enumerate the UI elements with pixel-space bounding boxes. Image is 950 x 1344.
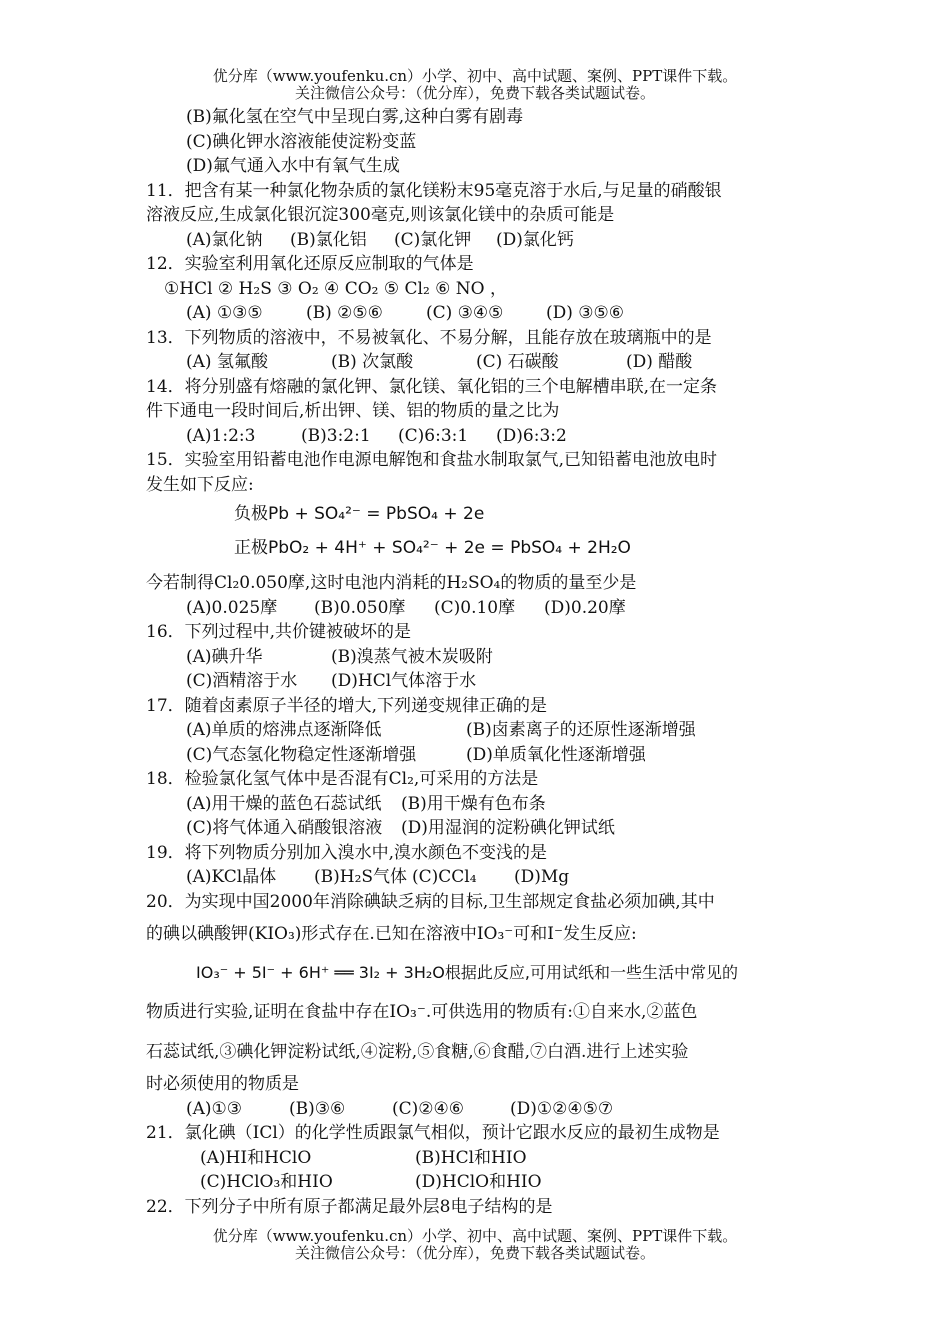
q15-option-a: (A)0.025摩 <box>186 597 278 618</box>
q13-option-d: (D) 醋酸 <box>626 352 693 372</box>
q21-option-d: (D)HClO和HIO <box>415 1172 542 1192</box>
q21-stem: 21．氯化碘（ICl）的化学性质跟氯气相似，预计它跟水反应的最初生成物是 <box>146 1123 720 1143</box>
q13-option-c: (C) 石碳酸 <box>476 352 559 372</box>
q10-option-c: (C)碘化钾水溶液能使淀粉变蓝 <box>186 131 417 152</box>
question-content <box>146 105 806 1219</box>
q19-options <box>146 865 806 890</box>
q18-option-d: (D)用湿润的淀粉碘化钾试纸 <box>401 818 615 838</box>
q20-stem-line-4: 石蕊试纸,③碘化钾淀粉试纸,④淀粉,⑤食糖,⑥食醋,⑦白酒.进行上述实验 <box>146 1042 689 1062</box>
q20-option-b: (B)③⑥ <box>289 1098 346 1119</box>
q14-stem-line-1: 14．将分别盛有熔融的氯化钾、氯化镁、氧化铝的三个电解槽串联,在一定条 <box>146 376 718 397</box>
q17-option-c: (C)气态氢化物稳定性逐渐增强 <box>186 744 417 765</box>
q14-option-c: (C)6:3:1 <box>398 425 469 446</box>
q15-equation-negative: 负极Pb + SO₄²⁻ = PbSO₄ + 2e <box>234 504 485 524</box>
page-footer <box>0 1228 950 1262</box>
q12-option-b: (B) ②⑤⑥ <box>306 303 383 323</box>
q11-option-b: (B)氯化铝 <box>290 229 367 250</box>
q17-option-a: (A)单质的熔沸点逐渐降低 <box>186 720 382 740</box>
q12-option-c: (C) ③④⑤ <box>426 303 504 323</box>
q15-stem-line-3: 今若制得Cl₂0.050摩,这时电池内消耗的H₂SO₄的物质的量至少是 <box>146 573 637 593</box>
q17-options-row-1 <box>146 718 806 743</box>
q20-stem-line-2: 的碘以碘酸钾(KIO₃)形式存在.已知在溶液中IO₃⁻可和I⁻发生反应: <box>146 924 637 944</box>
q18-option-c: (C)将气体通入硝酸银溶液 <box>186 818 383 838</box>
q13-stem: 13．下列物质的溶液中，不易被氧化、不易分解，且能存放在玻璃瓶中的是 <box>146 327 712 348</box>
q14-option-b: (B)3:2:1 <box>301 425 371 446</box>
q17-option-b: (B)卤素离子的还原性逐渐增强 <box>466 720 696 740</box>
q12-option-d: (D) ③⑤⑥ <box>546 303 625 323</box>
q13-options <box>146 350 806 375</box>
q18-stem: 18．检验氯化氢气体中是否混有Cl₂,可采用的方法是 <box>146 769 539 789</box>
q20-stem-line-3: 物质进行实验,证明在食盐中存在IO₃⁻.可供选用的物质有:①自来水,②蓝色 <box>146 1002 698 1022</box>
q13-option-a: (A) 氢氟酸 <box>186 352 268 372</box>
q18-options-row-1 <box>146 792 806 817</box>
q11-stem-line-2: 溶液反应,生成氯化银沉淀300毫克,则该氯化镁中的杂质可能是 <box>146 205 615 225</box>
q10-option-d: (D)氟气通入水中有氧气生成 <box>186 156 400 176</box>
q19-option-d: (D)Mg <box>514 867 570 887</box>
q14-options <box>146 424 806 449</box>
q16-option-a: (A)碘升华 <box>186 646 263 667</box>
q17-options-row-2 <box>146 743 806 768</box>
q20-option-a: (A)①③ <box>186 1098 243 1119</box>
q10-option-b: (B)氟化氢在空气中呈现白雾,这种白雾有剧毒 <box>186 107 524 127</box>
q17-option-d: (D)单质氧化性逐渐增强 <box>466 744 646 765</box>
footer-line-2: 关注微信公众号：（优分库），免费下载各类试题试卷。 <box>294 1244 655 1262</box>
q15-options <box>146 596 806 621</box>
q11-stem-line-1: 11．把含有某一种氯化物杂质的氯化镁粉末95毫克溶于水后,与足量的硝酸银 <box>146 180 722 201</box>
q15-option-d: (D)0.20摩 <box>544 597 626 618</box>
q20-option-d: (D)①②④⑤⑦ <box>510 1098 614 1119</box>
q14-option-d: (D)6:3:2 <box>496 425 567 446</box>
q16-option-b: (B)溴蒸气被木炭吸附 <box>331 646 493 667</box>
q11-options <box>146 228 806 253</box>
header-line-2: 关注微信公众号：（优分库），免费下载各类试题试卷。 <box>294 84 655 102</box>
q11-option-d: (D)氯化钙 <box>496 229 574 250</box>
q15-option-b: (B)0.050摩 <box>314 597 406 618</box>
q16-options-row-1 <box>146 645 806 670</box>
q15-stem-line-2: 发生如下反应: <box>146 474 254 495</box>
q15-stem-line-1: 15．实验室用铅蓄电池作电源电解饱和食盐水制取氯气,已知铅蓄电池放电时 <box>146 450 718 470</box>
q17-stem: 17．随着卤素原子半径的增大,下列递变规律正确的是 <box>146 695 548 716</box>
q21-option-b: (B)HCl和HIO <box>415 1147 527 1168</box>
q19-option-b: (B)H₂S气体 <box>314 867 408 887</box>
q16-option-d: (D)HCl气体溶于水 <box>331 671 477 691</box>
q20-options <box>146 1097 806 1122</box>
q12-stem: 12．实验室利用氧化还原反应制取的气体是 <box>146 254 474 274</box>
q19-stem: 19．将下列物质分别加入溴水中,溴水颜色不变浅的是 <box>146 842 548 863</box>
q21-option-a: (A)HI和HClO <box>200 1147 312 1168</box>
q16-options-row-2 <box>146 669 806 694</box>
q11-option-c: (C)氯化钾 <box>394 229 472 250</box>
q12-option-a: (A) ①③⑤ <box>186 303 263 323</box>
q13-option-b: (B) 次氯酸 <box>331 352 414 372</box>
q19-option-a: (A)KCl晶体 <box>186 867 277 887</box>
q16-stem: 16．下列过程中,共价键被破坏的是 <box>146 622 412 642</box>
q21-options-row-2 <box>146 1170 806 1195</box>
q20-stem-line-1: 20．为实现中国2000年消除碘缺乏病的目标,卫生部规定食盐必须加碘,其中 <box>146 891 715 912</box>
q18-option-b: (B)用干燥有色布条 <box>401 793 546 814</box>
header-line-1: 优分库（www.youfenku.cn）小学、初中、高中试题、案例、PPT课件下载。 <box>212 67 738 85</box>
q11-option-a: (A)氯化钠 <box>186 229 263 250</box>
q18-options-row-2 <box>146 816 806 841</box>
footer-line-1: 优分库（www.youfenku.cn）小学、初中、高中试题、案例、PPT课件下载。 <box>212 1227 738 1245</box>
page-header <box>0 68 950 102</box>
q15-equation-positive: 正极PbO₂ + 4H⁺ + SO₄²⁻ + 2e = PbSO₄ + 2H₂O <box>234 538 631 558</box>
q16-option-c: (C)酒精溶于水 <box>186 671 298 691</box>
q21-options-row-1 <box>146 1146 806 1171</box>
q15-option-c: (C)0.10摩 <box>434 597 516 618</box>
q12-options <box>146 301 806 326</box>
q14-option-a: (A)1:2:3 <box>186 425 256 446</box>
q20-stem-line-5: 时必须使用的物质是 <box>146 1074 299 1094</box>
q20-equation: IO₃⁻ + 5I⁻ + 6H⁺ ══ 3I₂ + 3H₂O根据此反应,可用试纸和一些生活中常见的 <box>196 963 738 982</box>
q19-option-c: (C)CCl₄ <box>412 867 477 887</box>
q21-option-c: (C)HClO₃和HIO <box>200 1172 333 1192</box>
q20-option-c: (C)②④⑥ <box>392 1098 464 1119</box>
q18-option-a: (A)用干燥的蓝色石蕊试纸 <box>186 793 382 814</box>
q12-items: ①HCl ② H₂S ③ O₂ ④ CO₂ ⑤ Cl₂ ⑥ NO ， <box>164 278 508 299</box>
q22-stem: 22．下列分子中所有原子都满足最外层8电子结构的是 <box>146 1196 553 1217</box>
q14-stem-line-2: 件下通电一段时间后,析出钾、镁、铝的物质的量之比为 <box>146 401 560 421</box>
